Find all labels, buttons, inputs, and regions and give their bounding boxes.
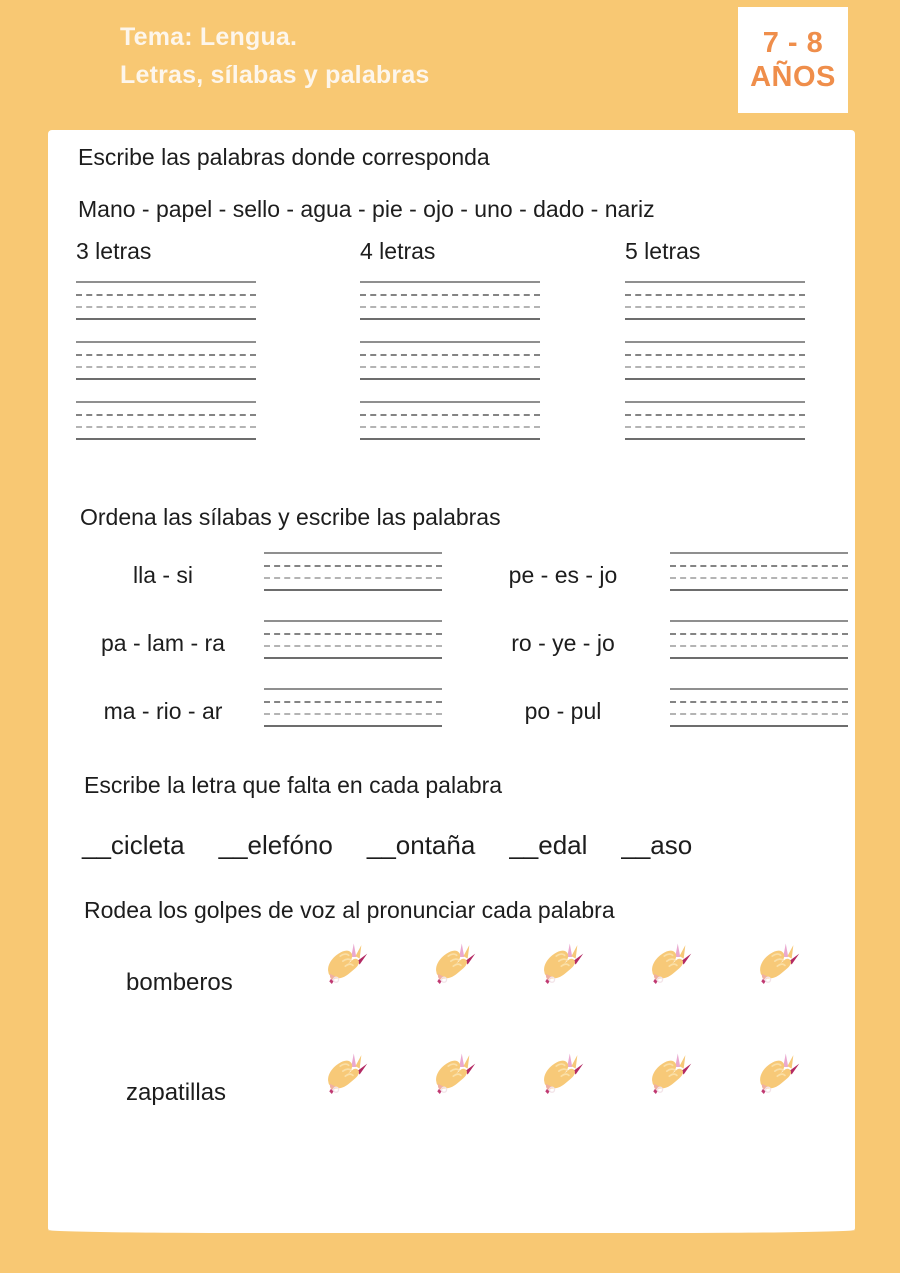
exercise-1 <box>48 142 855 264</box>
exercise-3-instruction: Escribe la letra que falta en cada palabra <box>84 772 503 798</box>
exercise-1-column-4-letras <box>360 238 540 459</box>
guide-line-solid-bottom <box>625 438 805 440</box>
exercise-4-instruction: Rodea los golpes de voz al pronunciar cada palabra <box>84 897 615 923</box>
guide-line-dashed-upper <box>670 633 848 635</box>
syllable-prompt: pa - lam - ra <box>101 630 225 656</box>
guide-line-dashed-upper <box>625 294 805 296</box>
guide-line-solid-bottom <box>625 318 805 320</box>
exercise-1-word-bank: Mano - papel - sello - agua - pie - ojo - uno - dado - nariz <box>78 196 655 222</box>
exercise-1-column-3-letras <box>76 238 256 459</box>
guide-line-solid-bottom <box>360 378 540 380</box>
worksheet-card <box>48 130 855 1230</box>
guide-line-dashed-upper <box>360 354 540 356</box>
exercise-2-right-row-1 <box>48 544 855 608</box>
guide-line-dashed-lower <box>360 366 540 368</box>
exercise-3-words <box>82 830 855 861</box>
guide-line-solid-top <box>670 552 848 554</box>
syllable-word: bomberos <box>126 969 233 996</box>
guide-line-solid-top <box>625 401 805 403</box>
guide-line-solid-top <box>76 401 256 403</box>
syllable-prompt: po - pul <box>524 698 602 724</box>
exercise-2-grid <box>48 544 855 744</box>
guide-line-dashed-upper <box>670 701 848 703</box>
guide-line-dashed-lower <box>360 306 540 308</box>
writing-guide[interactable] <box>360 339 540 381</box>
guide-line-solid-top <box>670 688 848 690</box>
writing-guide[interactable] <box>670 550 848 592</box>
syllable-prompt: lla - si <box>132 562 194 588</box>
age-range-badge <box>738 7 848 113</box>
guide-line-dashed-upper <box>360 414 540 416</box>
writing-guide[interactable] <box>76 399 256 441</box>
age-badge-range: 7 - 8 <box>762 27 824 59</box>
guide-line-dashed-lower <box>76 426 256 428</box>
exercise-2-right-row-2 <box>48 612 855 676</box>
guide-line-dashed-upper <box>360 294 540 296</box>
guide-line-dashed-lower <box>670 577 848 579</box>
guide-line-dashed-upper <box>76 294 256 296</box>
exercise-4-row-zapatillas <box>48 1045 855 1145</box>
exercise-2-instruction: Ordena las sílabas y escribe las palabras <box>80 504 501 530</box>
guide-line-dashed-lower <box>76 366 256 368</box>
header-title-line-1: Tema: Lengua. <box>120 23 298 51</box>
guide-line-solid-bottom <box>76 378 256 380</box>
guide-line-solid-top <box>360 281 540 283</box>
guide-line-dashed-upper <box>625 414 805 416</box>
syllable-prompt: ro - ye - jo <box>511 630 615 656</box>
clapping-hands-icon[interactable] <box>428 1045 482 1099</box>
guide-line-solid-top <box>76 281 256 283</box>
exercise-4-row-bomberos <box>48 935 855 1035</box>
clapping-hands-icon[interactable] <box>644 1045 698 1099</box>
guide-line-solid-top <box>76 341 256 343</box>
guide-line-solid-top <box>625 341 805 343</box>
column-heading: 5 letras <box>625 238 701 264</box>
missing-letter-word[interactable]: __cicleta <box>82 830 185 860</box>
guide-line-dashed-upper <box>76 354 256 356</box>
age-badge-unit: AÑOS <box>750 61 836 93</box>
missing-letter-word[interactable]: __ontaña <box>366 830 476 860</box>
guide-line-dashed-upper <box>625 354 805 356</box>
clapping-hands-icon[interactable] <box>752 1045 806 1099</box>
exercise-1-column-5-letras <box>625 238 805 459</box>
clap-icon-group <box>320 1045 806 1099</box>
guide-line-dashed-lower <box>625 426 805 428</box>
writing-guide[interactable] <box>76 339 256 381</box>
guide-line-solid-top <box>360 401 540 403</box>
guide-line-solid-top <box>670 620 848 622</box>
writing-guide[interactable] <box>360 279 540 321</box>
clapping-hands-icon[interactable] <box>752 935 806 989</box>
exercise-4 <box>48 895 855 1145</box>
guide-line-solid-top <box>360 341 540 343</box>
writing-guide[interactable] <box>76 279 256 321</box>
syllable-prompt: ma - rio - ar <box>103 698 223 724</box>
writing-guide[interactable] <box>360 399 540 441</box>
guide-line-dashed-lower <box>625 366 805 368</box>
clapping-hands-icon[interactable] <box>428 935 482 989</box>
header-title <box>120 18 720 94</box>
clapping-hands-icon[interactable] <box>536 1045 590 1099</box>
syllable-word: zapatillas <box>126 1079 227 1106</box>
header-title-line-2: Letras, sílabas y palabras <box>120 61 430 89</box>
clap-icon-group <box>320 935 806 989</box>
missing-letter-word[interactable]: __elefóno <box>218 830 333 860</box>
guide-line-dashed-lower <box>360 426 540 428</box>
clapping-hands-icon[interactable] <box>536 935 590 989</box>
clapping-hands-icon[interactable] <box>644 935 698 989</box>
exercise-3 <box>48 770 855 861</box>
page-header <box>0 0 900 130</box>
guide-line-dashed-lower <box>670 713 848 715</box>
writing-guide[interactable] <box>670 686 848 728</box>
column-heading: 3 letras <box>76 238 152 264</box>
guide-line-dashed-lower <box>76 306 256 308</box>
guide-line-solid-bottom <box>670 589 848 591</box>
guide-line-solid-bottom <box>625 378 805 380</box>
guide-line-dashed-upper <box>670 565 848 567</box>
guide-line-dashed-upper <box>76 414 256 416</box>
writing-guide[interactable] <box>670 618 848 660</box>
syllable-prompt: pe - es - jo <box>508 562 618 588</box>
missing-letter-word[interactable]: __aso <box>621 830 693 860</box>
guide-line-solid-bottom <box>360 438 540 440</box>
column-heading: 4 letras <box>360 238 436 264</box>
writing-guide[interactable] <box>625 399 805 441</box>
missing-letter-word[interactable]: __edal <box>509 830 588 860</box>
guide-line-solid-bottom <box>76 438 256 440</box>
exercise-2 <box>48 502 855 724</box>
clapping-hands-icon[interactable] <box>320 935 374 989</box>
guide-line-dashed-lower <box>670 645 848 647</box>
guide-line-solid-top <box>625 281 805 283</box>
guide-line-solid-bottom <box>670 725 848 727</box>
exercise-1-instruction: Escribe las palabras donde corresponda <box>78 144 490 170</box>
guide-line-dashed-lower <box>625 306 805 308</box>
clapping-hands-icon[interactable] <box>320 1045 374 1099</box>
guide-line-solid-bottom <box>76 318 256 320</box>
writing-guide[interactable] <box>625 279 805 321</box>
exercise-2-right-row-3 <box>48 680 855 744</box>
writing-guide[interactable] <box>625 339 805 381</box>
guide-line-solid-bottom <box>360 318 540 320</box>
guide-line-solid-bottom <box>670 657 848 659</box>
